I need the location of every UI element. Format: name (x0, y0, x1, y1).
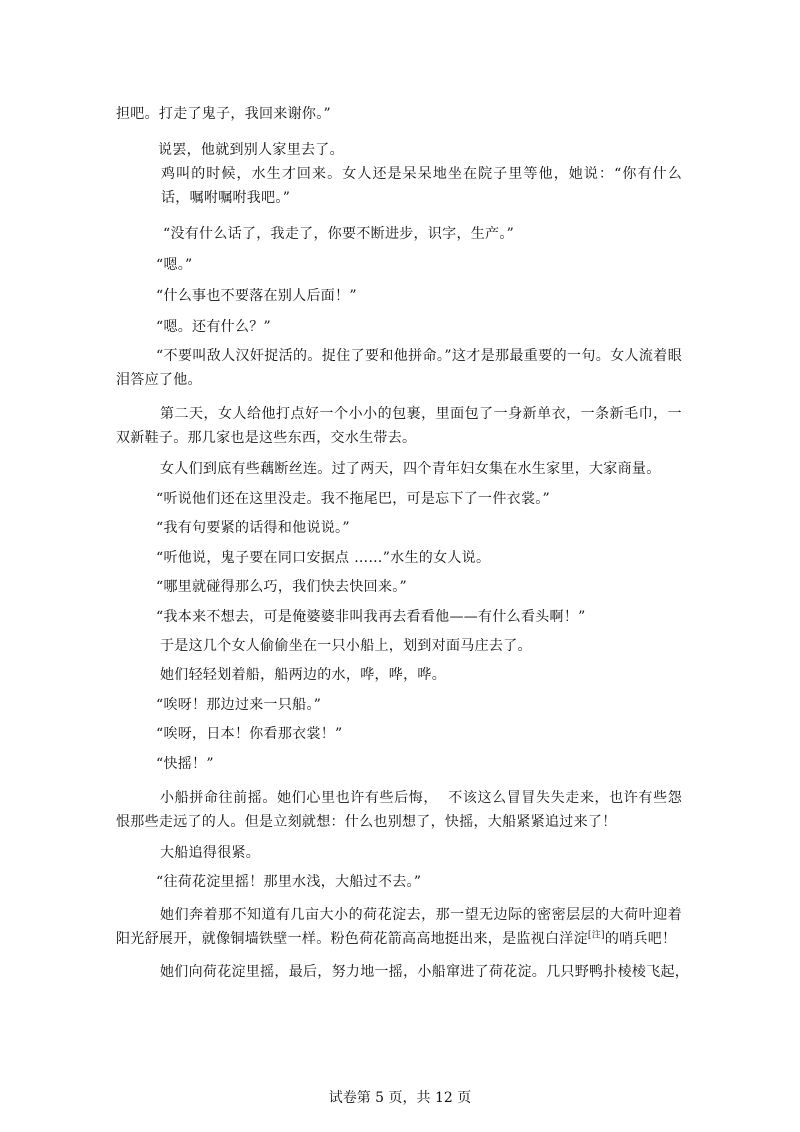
paragraph-5: “嗯。” (156, 257, 193, 273)
paragraph-19: “唉呀，日本！你看那衣裳！” (156, 726, 343, 742)
paragraph-14: “哪里就碰得那么巧，我们快去快回来。” (156, 579, 408, 595)
paragraph-21-text: 小船拼命往前摇。她们心里也许有些后悔， 不该这么冒冒失失走来，也许有些怨恨那些走远了的人。但是立刻就想：什么也别想了，快摇，大船紧紧追过来了！ (116, 790, 682, 830)
paragraph-9-text: 第二天，女人给他打点好一个小小的包裹，里面包了一身新单衣，一条新毛巾，一双新鞋子。那几家也是这些东西，交水生带去。 (116, 406, 682, 446)
paragraph-11: “听说他们还在这里没走。我不拖尾巴，可是忘下了一件衣裳。” (156, 491, 551, 507)
paragraph-17: 她们轻轻划着船，船两边的水，哗，哗，哗。 (160, 667, 446, 683)
paragraph-7: “嗯。还有什么？” (156, 319, 272, 335)
paragraph-1: 担吧。打走了鬼子，我回来谢你。” (116, 106, 331, 122)
paragraph-12: “我有句要紧的话得和他说说。” (156, 520, 350, 536)
paragraph-24 (116, 903, 682, 951)
paragraph-13: “听他说，鬼子要在同口安据点 ……”水生的女人说。 (156, 550, 491, 566)
paragraph-15: “我本来不想去，可是俺婆婆非叫我再去看看他——有什么看头啊！” (156, 609, 586, 625)
paragraph-3-text: 鸡叫的时候，水生才回来。女人还是呆呆地坐在院子里等他，她说：“你有什么话，嘱咐嘱咐我吧。” (161, 166, 682, 206)
paragraph-8-text: “不要叫敌人汉奸捉活的。捉住了要和他拼命。”这才是那最重要的一句。女人流着眼泪答应了他。 (116, 348, 682, 388)
paragraph-16: 于是这几个女人偷偷坐在一只小船上，划到对面马庄去了。 (160, 638, 532, 654)
paragraph-10: 女人们到底有些藕断丝连。过了两天，四个青年妇女集在水生家里，大家商量。 (160, 461, 661, 477)
paragraph-25 (116, 960, 690, 984)
page-footer: 试卷第 5 页，共 12 页 (328, 1090, 472, 1106)
paragraph-8 (116, 344, 682, 392)
paragraph-24-body: 她们奔着那不知道有几亩大小的荷花淀去，那一望无边际的密密层层的大荷叶迎着阳光舒展开，就像铜墙铁壁一样。粉色荷花箭高高地挺出来，是监视白洋淀 (116, 907, 682, 947)
paragraph-3 (116, 162, 682, 210)
paragraph-24-text (116, 903, 682, 951)
paragraph-21 (116, 786, 682, 834)
paragraph-4: “没有什么话了，我走了，你要不断进步，识字，生产。” (163, 226, 515, 242)
paragraph-9 (116, 402, 682, 450)
paragraph-18: “唉呀！那边过来一只船。” (156, 697, 322, 713)
paragraph-23: “往荷花淀里摇！那里水浅，大船过不去。” (156, 874, 422, 890)
paragraph-25-text: 她们向荷花淀里摇，最后，努力地一摇，小船窜进了荷花淀。几只野鸭扑棱棱飞起， (160, 964, 690, 980)
paragraph-2: 说罢，他就到别人家里去了。 (158, 142, 344, 158)
paragraph-22: 大船追得很紧。 (160, 845, 261, 861)
paragraph-20: “快摇！” (156, 756, 214, 772)
paragraph-6: “什么事也不要落在别人后面！” (156, 288, 357, 304)
paragraph-24-tail: 的哨兵吧！ (604, 931, 677, 947)
footnote-marker: [注] (587, 930, 605, 941)
